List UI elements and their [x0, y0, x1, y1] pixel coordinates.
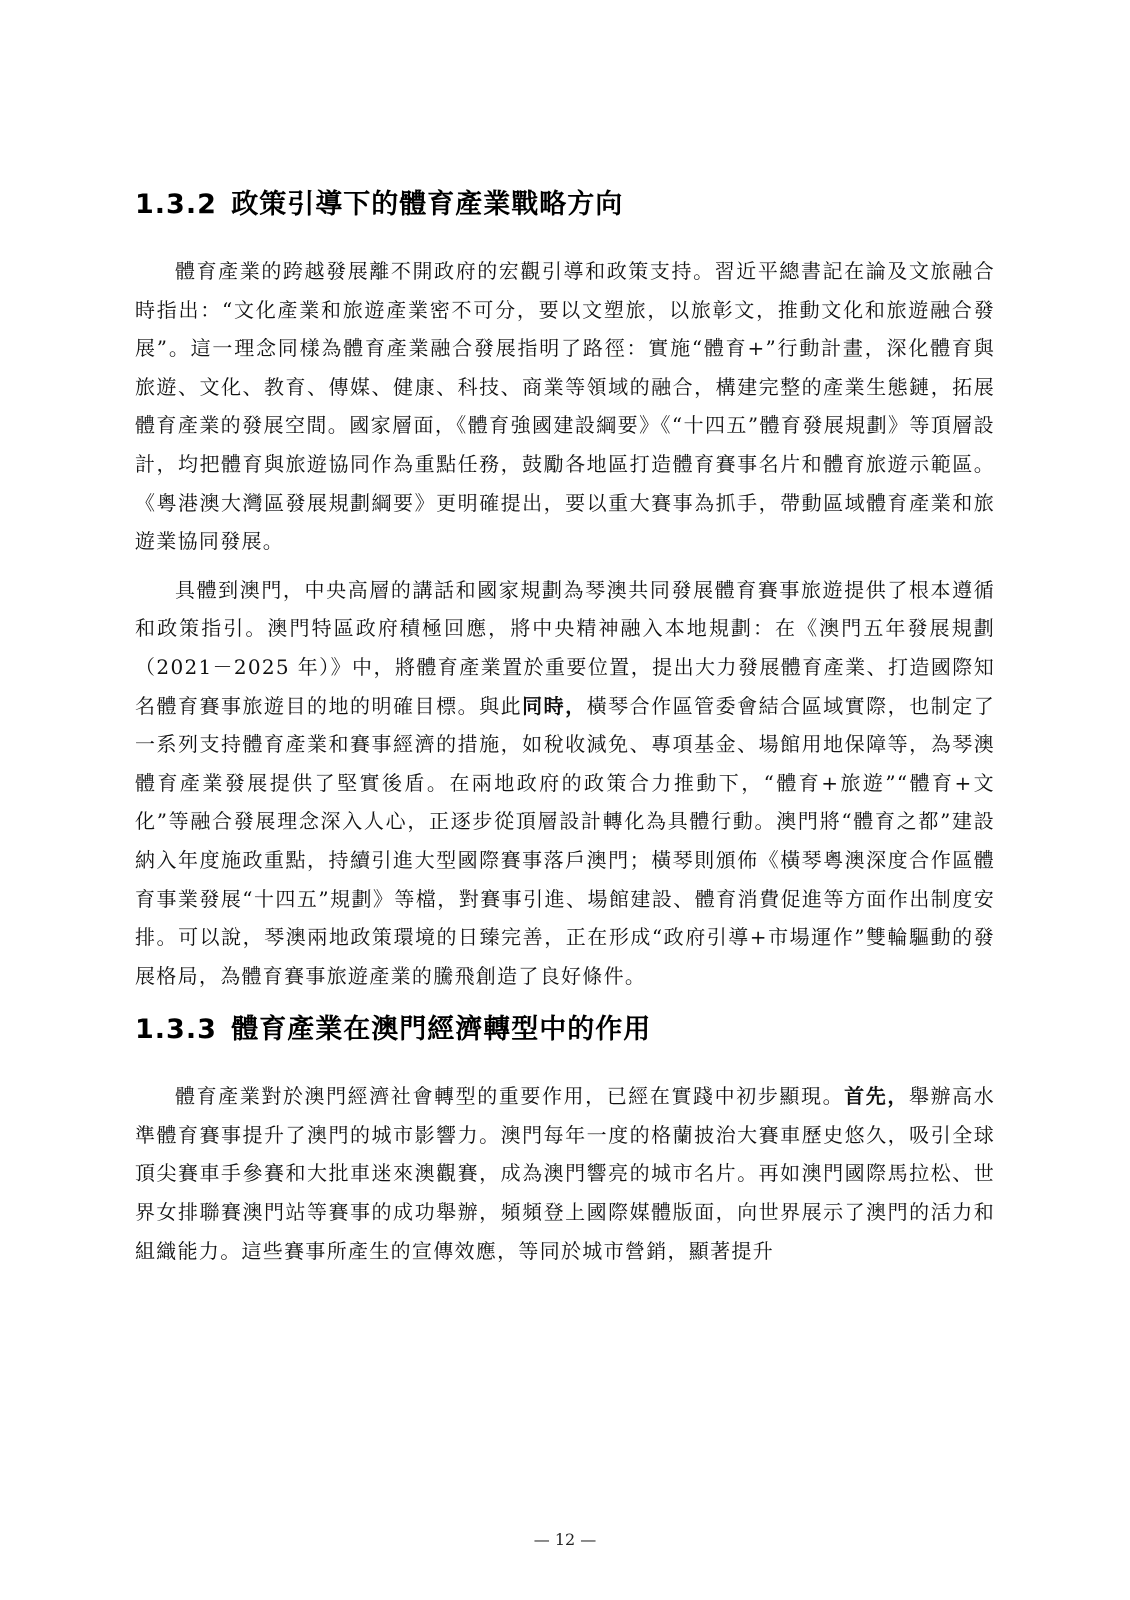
page-content: [135, 180, 995, 1280]
paragraph-text: 體育產業的跨越發展離不開政府的宏觀引導和政策支持。習近平總書記在論及文旅融合時指出：“文化產業和旅遊產業密不可分，要以文塑旅，以旅彰文，推動文化和旅遊融合發展”。這一理念同樣為體育產業融合發展指明了路徑：實施“體育+”行動計畫，深化體育與旅遊、文化、教育、傳媒、健康、科技、商業等領域的融合，構建完整的產業生態鏈，拓展體育產業的發展空間。國家層面，《體育強國建設綱要》《“十四五”體育發展規劃》等頂層設計，均把體育與旅遊協同作為重點任務，鼓勵各地區打造體育賽事名片和體育旅遊示範區。《粵港澳大灣區發展規劃綱要》更明確提出，要以重大賽事為抓手，帶動區域體育產業和旅遊業協同發展。: [135, 259, 995, 554]
section-heading: [135, 1005, 995, 1055]
paragraph-text: 具體到澳門，中央高層的講話和國家規劃為琴澳共同發展體育賽事旅遊提供了根本遵循和政策指引。澳門特區政府積極回應，將中央精神融入本地規劃：在《澳門五年發展規劃（2021－2025 年）》中，將體育產業置於重要位置，提出大力發展體育產業、打造國際知名體育賽事旅遊目的地的明確目標。與此: [135, 577, 995, 718]
paragraph-text: 體育產業對於澳門經濟社會轉型的重要作用，已經在實踐中初步顯現。: [175, 1084, 845, 1109]
paragraph-bold-text: 同時，: [522, 693, 587, 718]
paragraph: [135, 1077, 995, 1270]
paragraph-text: 舉辦高水準體育賽事提升了澳門的城市影響力。澳門每年一度的格蘭披治大賽車歷史悠久，吸引全球頂尖賽車手參賽和大批車迷來澳觀賽，成為澳門響亮的城市名片。再如澳門國際馬拉松、世界女排聯賽澳門站等賽事的成功舉辦，頻頻登上國際媒體版面，向世界展示了澳門的活力和組織能力。這些賽事所產生的宣傳效應，等同於城市營銷，顯著提升: [135, 1084, 995, 1263]
section-number: 1.3.3: [135, 1014, 217, 1046]
paragraph-bold-text: 首先，: [844, 1084, 909, 1109]
section-heading: [135, 180, 995, 230]
paragraph: [135, 571, 995, 996]
section-number: 1.3.2: [135, 189, 217, 220]
paragraph-text: 橫琴合作區管委會結合區域實際，也制定了一系列支持體育產業和賽事經濟的措施，如稅收減免、專項基金、場館用地保障等，為琴澳體育產業發展提供了堅實後盾。在兩地政府的政策合力推動下，“體育+旅遊”“體育+文化”等融合發展理念深入人心，正逐步從頂層設計轉化為具體行動。澳門將“體育之都”建設納入年度施政重點，持續引進大型國際賽事落戶澳門；橫琴則頒佈《橫琴粵澳深度合作區體育事業發展“十四五”規劃》等檔，對賽事引進、場館建設、體育消費促進等方面作出制度安排。可以說，琴澳兩地政策環境的日臻完善，正在形成“政府引導+市場運作”雙輪驅動的發展格局，為體育賽事旅遊產業的騰飛創造了良好條件。: [135, 693, 995, 988]
section-title: 體育產業在澳門經濟轉型中的作用: [231, 1014, 652, 1046]
section-title: 政策引導下的體育產業戰略方向: [231, 189, 624, 220]
page-number: — 12 —: [533, 1530, 597, 1549]
paragraph: [135, 252, 995, 561]
